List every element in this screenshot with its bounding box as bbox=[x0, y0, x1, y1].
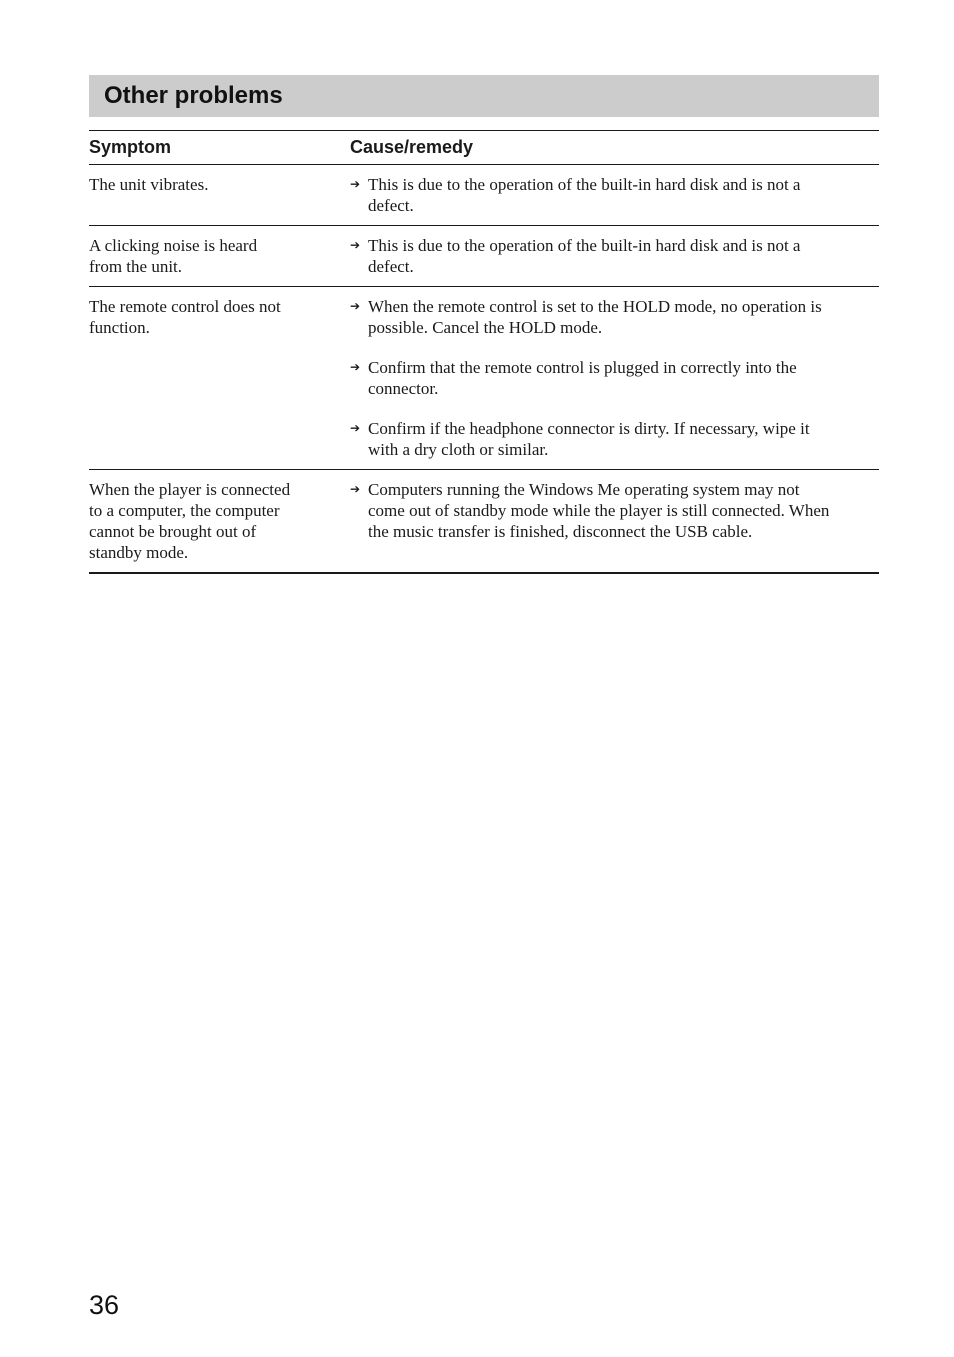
table-row bbox=[89, 165, 879, 226]
page-number: 36 bbox=[89, 1290, 120, 1320]
remedy-item bbox=[350, 418, 879, 460]
remedy-text: When the remote control is set to the HOLD mode, no operation is possible. Cancel the HOLD mode. bbox=[368, 297, 822, 337]
section-header bbox=[89, 75, 879, 117]
arrow-right-icon: ➔ bbox=[350, 238, 361, 252]
symptom-column-header: Symptom bbox=[89, 137, 172, 157]
remedy-item bbox=[350, 235, 879, 277]
remedy-cell bbox=[350, 296, 879, 460]
remedy-cell bbox=[350, 235, 879, 277]
table-row bbox=[89, 470, 879, 572]
arrow-right-icon: ➔ bbox=[350, 177, 361, 191]
remedy-cell bbox=[350, 174, 879, 216]
remedy-text: Confirm that the remote control is plugged in correctly into the connector. bbox=[368, 358, 797, 398]
symptom-cell: The remote control does not function. bbox=[89, 297, 281, 337]
symptom-cell: When the player is connected to a computer, the computer cannot be brought out of standby mode. bbox=[89, 480, 291, 562]
remedy-text: Computers running the Windows Me operating system may not come out of standby mode while the player is still connected. When the music transfer is finished, disconnect the USB cable. bbox=[368, 480, 830, 541]
remedy-cell bbox=[350, 479, 879, 563]
table-row bbox=[89, 226, 879, 287]
remedy-item bbox=[350, 296, 879, 338]
symptom-cell: A clicking noise is heard from the unit. bbox=[89, 236, 258, 276]
arrow-right-icon: ➔ bbox=[350, 360, 361, 374]
symptom-cell: The unit vibrates. bbox=[89, 175, 209, 194]
section-title: Other problems bbox=[104, 82, 283, 109]
remedy-text: This is due to the operation of the built-in hard disk and is not a defect. bbox=[368, 236, 801, 276]
remedy-text: Confirm if the headphone connector is dirty. If necessary, wipe it with a dry cloth or similar. bbox=[368, 419, 810, 459]
remedy-item bbox=[350, 174, 879, 216]
remedy-item bbox=[350, 357, 879, 399]
troubleshooting-table bbox=[89, 130, 879, 574]
table-header bbox=[89, 131, 879, 165]
arrow-right-icon: ➔ bbox=[350, 482, 361, 496]
arrow-right-icon: ➔ bbox=[350, 421, 361, 435]
cause-column-header: Cause/remedy bbox=[350, 137, 474, 157]
table-row bbox=[89, 287, 879, 470]
remedy-text: This is due to the operation of the built-in hard disk and is not a defect. bbox=[368, 175, 801, 215]
arrow-right-icon: ➔ bbox=[350, 299, 361, 313]
remedy-item bbox=[350, 479, 879, 542]
